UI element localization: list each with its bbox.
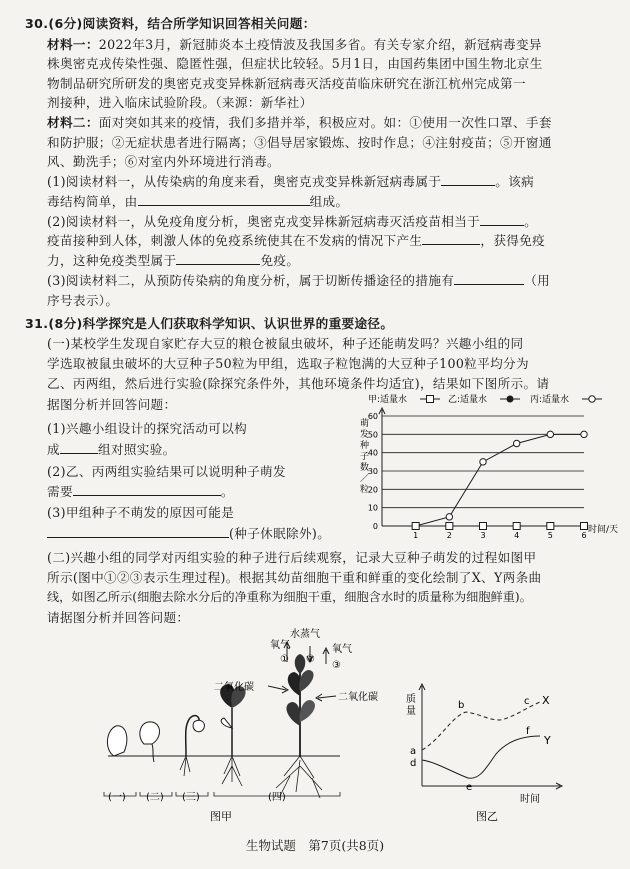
label-oxygen-2: 氧气 — [332, 644, 352, 655]
yi-point-a: a — [410, 746, 417, 757]
legend-label: 丙:适量水 — [530, 395, 570, 405]
series-line — [416, 434, 584, 526]
x-tick-label: 2 — [446, 531, 452, 540]
yi-curve-x-label: X — [542, 694, 550, 707]
legend-marker — [589, 396, 595, 402]
figure-yi-caption: 图乙 — [476, 810, 498, 823]
data-point — [547, 431, 553, 437]
q31-answer2-line1: (2)乙、丙两组实验结果可以说明种子萌发 — [47, 464, 286, 479]
stage-label-3: (三) — [182, 792, 200, 803]
plant-stage5 — [268, 642, 336, 798]
legend-marker — [427, 396, 434, 403]
y-tick-label: 20 — [367, 485, 378, 495]
q31-part2-line2: 所示(图中①②③表示生理过程)。根据其幼苗细胞干重和鲜重的变化绘制了X、Y两条曲 — [47, 570, 542, 585]
legend-marker — [507, 396, 514, 403]
label-co2-right: 二氧化碳 — [338, 692, 378, 703]
data-point — [412, 523, 419, 530]
data-point — [547, 523, 554, 530]
data-point — [581, 523, 588, 530]
answer-blank[interactable] — [73, 484, 221, 496]
y-label-char: 种 — [360, 441, 370, 451]
q30-sub1-line2: 毒结构简单，由 组成。 — [47, 194, 349, 209]
yi-xlabel: 时间 — [520, 794, 540, 805]
q31-part2-line3: 线，如图乙所示(细胞去除水分后的净重称为细胞干重，细胞含水时的质量称为细胞鲜重)。 — [47, 590, 532, 604]
data-point — [513, 523, 520, 530]
data-point — [480, 459, 486, 465]
label-water-vapor: 水蒸气 — [290, 629, 320, 640]
page-footer: 生物试题 第7页(共8页) — [245, 838, 385, 853]
answer-blank[interactable] — [176, 253, 260, 265]
y-tick-label: 40 — [367, 448, 378, 458]
y-tick-label: 50 — [367, 430, 378, 440]
x-tick-label: 1 — [413, 531, 419, 540]
yi-ylabel-char-2: 量 — [406, 706, 416, 717]
x-tick-label: 5 — [547, 531, 553, 540]
legend-label: 乙:适量水 — [448, 395, 488, 405]
yi-ylabel — [406, 692, 416, 717]
answer-blank[interactable] — [422, 233, 480, 245]
q30-material2-line1: 材料二：面对突如其来的疫情，我们多措并举，积极应对。如：①使用一次性口罩、手套 — [47, 115, 552, 130]
label-process-2: ② — [306, 654, 315, 665]
q31-answer3-line1: (3)甲组种子不萌发的原因可能是 — [47, 505, 235, 520]
label-co2-left: 二氧化碳 — [214, 682, 254, 693]
seed-stage1 — [107, 726, 126, 756]
x-axis-ticks — [413, 531, 586, 540]
y-tick-label: 10 — [367, 503, 378, 513]
figure-yi-weight-curves — [400, 680, 580, 825]
x-tick-label: 3 — [480, 531, 486, 540]
q30-sub2-line3: 力，这种免疫类型属于 免疫。 — [47, 253, 300, 268]
yi-curve-y-label: Y — [544, 734, 551, 747]
q31-heading: 31.(8分)科学探究是人们获取科学知识、认识世界的重要途径。 — [25, 316, 394, 331]
answer-blank[interactable] — [138, 194, 310, 206]
label-process-1: ① — [280, 654, 289, 665]
q30-material2-line2: 和防护服；②无症状患者进行隔离；③倡导居家锻炼、按时作息；④注射疫苗；⑤开窗通 — [47, 135, 552, 150]
legend-label: 甲:适量水 — [368, 395, 408, 405]
y-label-char: 子 — [360, 452, 370, 462]
q30-material1-line1: 材料一：2022年3月，新冠肺炎本土疫情波及我国多省。有关专家介绍，新冠病毒变异 — [47, 37, 542, 52]
q30-sub2-line2: 疫苗接种到人体，刺激人体的免疫系统使其在不发病的情况下产生 ，获得免疫 — [47, 233, 546, 248]
yi-ylabel-char-1: 质 — [406, 694, 416, 705]
q31-part1-line1: (一)某校学生发现自家贮存大豆的粮仓被鼠虫破坏，种子还能萌发吗？兴趣小组的同 — [47, 336, 524, 351]
label-oxygen-1: 氧气 — [270, 640, 290, 651]
q30-material1-line4: 剂接种，进入临床试验阶段。（来源：新华社） — [47, 95, 313, 110]
answer-blank[interactable] — [60, 442, 98, 454]
chart-grid — [379, 408, 586, 526]
q30-material1-line3: 物制品研究所研发的奥密克戎变异株新冠病毒灭活疫苗临床研究在浙江杭州完成第一 — [47, 76, 526, 91]
q30-material2-line3: 风、勤洗手；⑥对室内外环境进行消毒。 — [47, 154, 280, 169]
q31-part1-line4: 据图分析并回答问题： — [47, 397, 177, 412]
q31-part2-line1: (二)兴趣小组的同学对丙组实验的种子进行后续观察，记录大豆种子萌发的过程如图甲 — [47, 550, 537, 565]
q31-answer1-line1: (1)兴趣小组设计的探究活动可以构 — [47, 421, 248, 436]
q31-part1-line3: 乙、丙两组，然后进行实验(除探究条件外，其他环境条件均适宜)，结果如下图所示。请 — [47, 376, 550, 391]
q30-sub3-line2: 序号表示）。 — [47, 293, 119, 308]
x-axis-label: 时间/天 — [588, 525, 619, 535]
q31-part1-line2: 学选取被鼠虫破坏的大豆种子50粒为甲组，选取子粒饱满的大豆种子100粒平均分为 — [47, 356, 529, 371]
q30-sub1-line1: (1)阅读材料一，从传染病的角度来看，奥密克戎变异株新冠病毒属于 。该病 — [47, 174, 535, 189]
stage-label-4: (四) — [268, 792, 286, 803]
y-label-char: 发 — [360, 430, 370, 440]
q30-heading: 30.(6分)阅读资料，结合所学知识回答相关问题： — [25, 16, 316, 31]
stage-label-1: (一) — [108, 792, 126, 803]
answer-blank[interactable] — [47, 526, 229, 538]
figure-jia-germination — [100, 626, 400, 826]
chart-series — [412, 431, 587, 529]
stage-label-2: (二) — [146, 792, 164, 803]
q31-answer2-line2: 需要 。 — [47, 484, 234, 499]
answer-blank[interactable] — [454, 273, 524, 285]
seedling-stage3 — [180, 716, 204, 776]
germination-line-chart — [352, 388, 622, 546]
y-label-char: 萌 — [360, 419, 370, 429]
y-label-char: 粒 — [360, 485, 370, 495]
q30-material1-line2: 株奥密克戎传染性强、隐匿性强，但症状比较轻。5月1日，由国药集团中国生物北京生 — [47, 56, 543, 71]
data-point — [480, 523, 487, 530]
x-tick-label: 4 — [514, 531, 520, 540]
data-point — [581, 431, 587, 437]
data-point — [513, 440, 519, 446]
y-label-char: 数 — [360, 463, 370, 473]
yi-point-e: e — [466, 782, 473, 793]
q31-answer3-line2: (种子休眠除外)。 — [47, 526, 330, 541]
data-point — [446, 523, 453, 530]
x-tick-label: 6 — [581, 531, 587, 540]
label-process-3: ③ — [332, 660, 341, 671]
y-tick-label: 60 — [367, 412, 378, 421]
answer-blank[interactable] — [441, 174, 495, 186]
q30-sub2-line1: (2)阅读材料一，从免疫角度分析，奥密克戎变异株新冠病毒灭活疫苗相当于 。 — [47, 214, 538, 229]
q31-part2-line4: 请据图分析并回答问题： — [47, 610, 190, 625]
data-point — [446, 514, 452, 520]
y-label-char: ／ — [360, 474, 370, 484]
yi-point-b: b — [458, 700, 465, 711]
q30-sub3-line1: (3)阅读材料二，从预防传染病的角度分析，属于切断传播途径的措施有 （用 — [47, 273, 551, 288]
y-axis-ticks — [368, 412, 378, 531]
q31-answer1-line2: 成 组对照实验。 — [47, 442, 176, 457]
chart-legend — [368, 393, 602, 405]
yi-point-f: f — [526, 726, 530, 737]
y-tick-label: 0 — [372, 522, 378, 531]
answer-blank[interactable] — [480, 214, 524, 226]
y-tick-label: 30 — [367, 467, 378, 476]
seedling-stage4 — [220, 684, 245, 786]
yi-point-d: d — [410, 758, 417, 769]
figure-jia-caption: 图甲 — [210, 810, 232, 823]
yi-point-c: c — [524, 696, 530, 707]
